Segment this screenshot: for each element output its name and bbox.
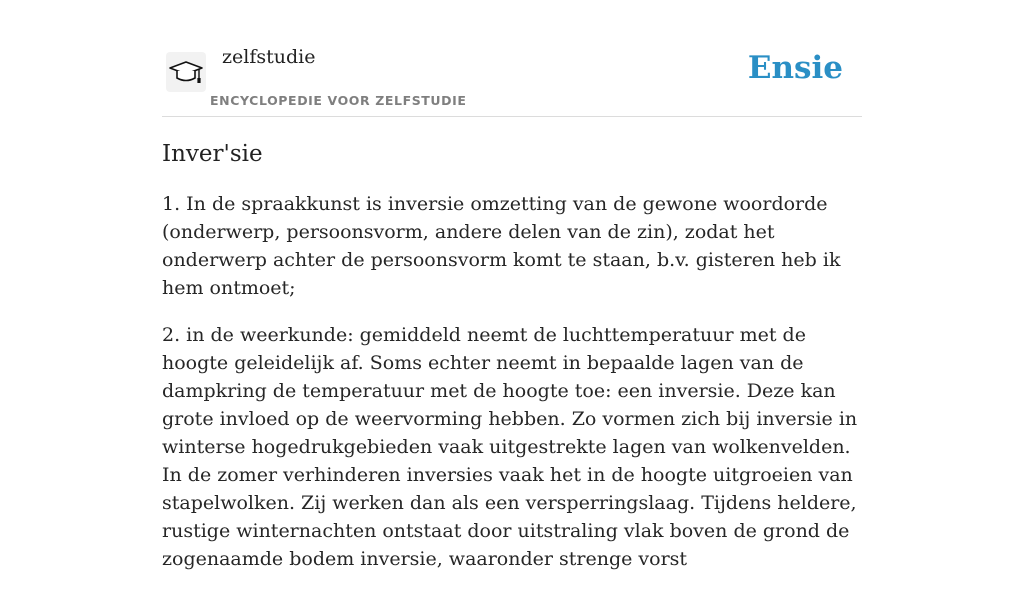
article xyxy=(162,138,866,592)
article-title: Inver'sie xyxy=(162,141,263,167)
site-logo[interactable] xyxy=(166,52,206,92)
article-paragraph: 2. in de weerkunde: gemiddeld neemt de luchttemperatuur met de hoogte geleidelijk af. Soms echter neemt in bepaalde lagen van de dampkring de temperatuur met de hoogte toe: een inversie. Deze kan grote invloed op de weervorming hebben. Zo vormen zich bij inversie in winterse hogedrukgebieden vaak uitgestrekte lagen van wolkenvelden. In de zomer verhinderen inversies vaak het in de hoogte uitgroeien van stapelwolken. Zij werken dan als een versperringslaag. Tijdens heldere, rustige winternachten ontstaat door uitstraling vlak boven de grond de zogenaamde bodem inversie, waaronder strenge vorst xyxy=(162,324,858,570)
article-paragraph: 1. In de spraakkunst is inversie omzetting van de gewone woordorde (onderwerp, persoonsvorm, andere delen van de zin), zodat het onderwerp achter de persoonsvorm komt te staan, b.v. gisteren heb ik hem ontmoet; xyxy=(162,193,841,299)
site-header xyxy=(162,36,862,117)
site-name-link[interactable]: zelfstudie xyxy=(222,46,316,68)
site-tagline: ENCYCLOPEDIE VOOR ZELFSTUDIE xyxy=(210,93,467,108)
brand-logo-link[interactable]: Ensie xyxy=(747,50,843,86)
